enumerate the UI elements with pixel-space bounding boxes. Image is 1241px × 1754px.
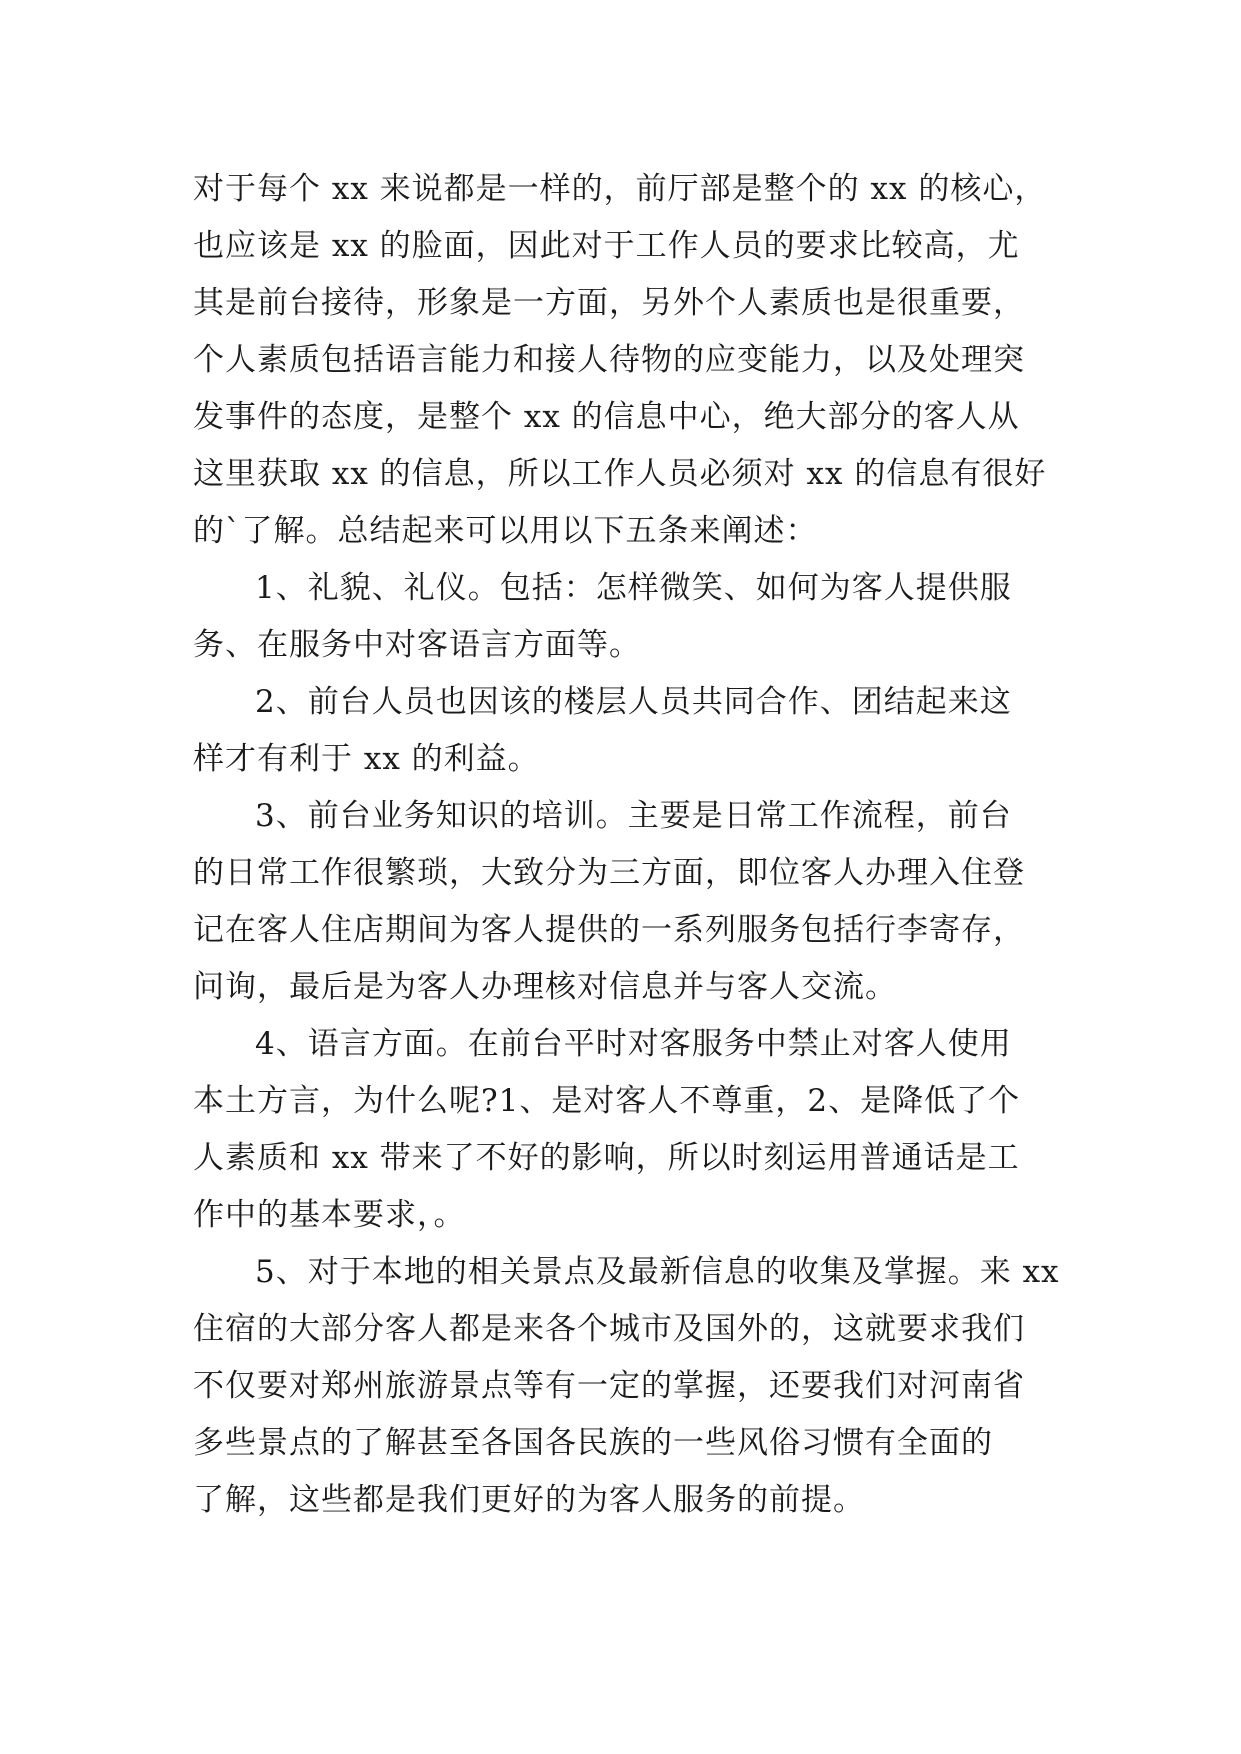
text-line: 多些景点的了解甚至各国各民族的一些风俗习惯有全面的	[193, 1425, 993, 1461]
text-line: 其是前台接待，形象是一方面，另外个人素质也是很重要，	[193, 285, 1025, 321]
text-line: 本土方言，为什么呢?1、是对客人不尊重，2、是降低了个	[193, 1083, 1021, 1119]
list-item-4-line: 4、语言方面。在前台平时对客服务中禁止对客人使用	[255, 1026, 1012, 1062]
text-line: 记在客人住店期间为客人提供的一系列服务包括行李寄存，	[193, 912, 1025, 948]
text-line: 的`了解。总结起来可以用以下五条来阐述：	[193, 513, 818, 549]
list-item-3-line: 3、前台业务知识的培训。主要是日常工作流程，前台	[255, 798, 1012, 834]
text-line: 了解，这些都是我们更好的为客人服务的前提。	[193, 1482, 865, 1518]
list-item-2-line: 2、前台人员也因该的楼层人员共同合作、团结起来这	[255, 684, 1012, 720]
list-item-5-line: 5、对于本地的相关景点及最新信息的收集及掌握。来 xx	[255, 1254, 1060, 1290]
text-line: 个人素质包括语言能力和接人待物的应变能力，以及处理突	[193, 342, 1025, 378]
text-line: 这里获取 xx 的信息，所以工作人员必须对 xx 的信息有很好	[193, 456, 1047, 492]
text-line: 人素质和 xx 带来了不好的影响，所以时刻运用普通话是工	[193, 1140, 1020, 1176]
text-line: 作中的基本要求，。	[193, 1197, 466, 1233]
text-line: 的日常工作很繁琐，大致分为三方面，即位客人办理入住登	[193, 855, 1025, 891]
text-line: 发事件的态度，是整个 xx 的信息中心，绝大部分的客人从	[193, 399, 1020, 435]
list-item-1-line: 1、礼貌、礼仪。包括：怎样微笑、如何为客人提供服	[255, 570, 1012, 606]
text-line: 不仅要对郑州旅游景点等有一定的掌握，还要我们对河南省	[193, 1368, 1025, 1404]
text-line: 对于每个 xx 来说都是一样的，前厅部是整个的 xx 的核心，	[193, 171, 1047, 207]
text-line: 也应该是 xx 的脸面，因此对于工作人员的要求比较高，尤	[193, 228, 1020, 264]
text-line: 务、在服务中对客语言方面等。	[193, 627, 641, 663]
text-line: 住宿的大部分客人都是来各个城市及国外的，这就要求我们	[193, 1311, 1025, 1347]
text-line: 问询，最后是为客人办理核对信息并与客人交流。	[193, 969, 897, 1005]
text-line: 样才有利于 xx 的利益。	[193, 741, 540, 777]
